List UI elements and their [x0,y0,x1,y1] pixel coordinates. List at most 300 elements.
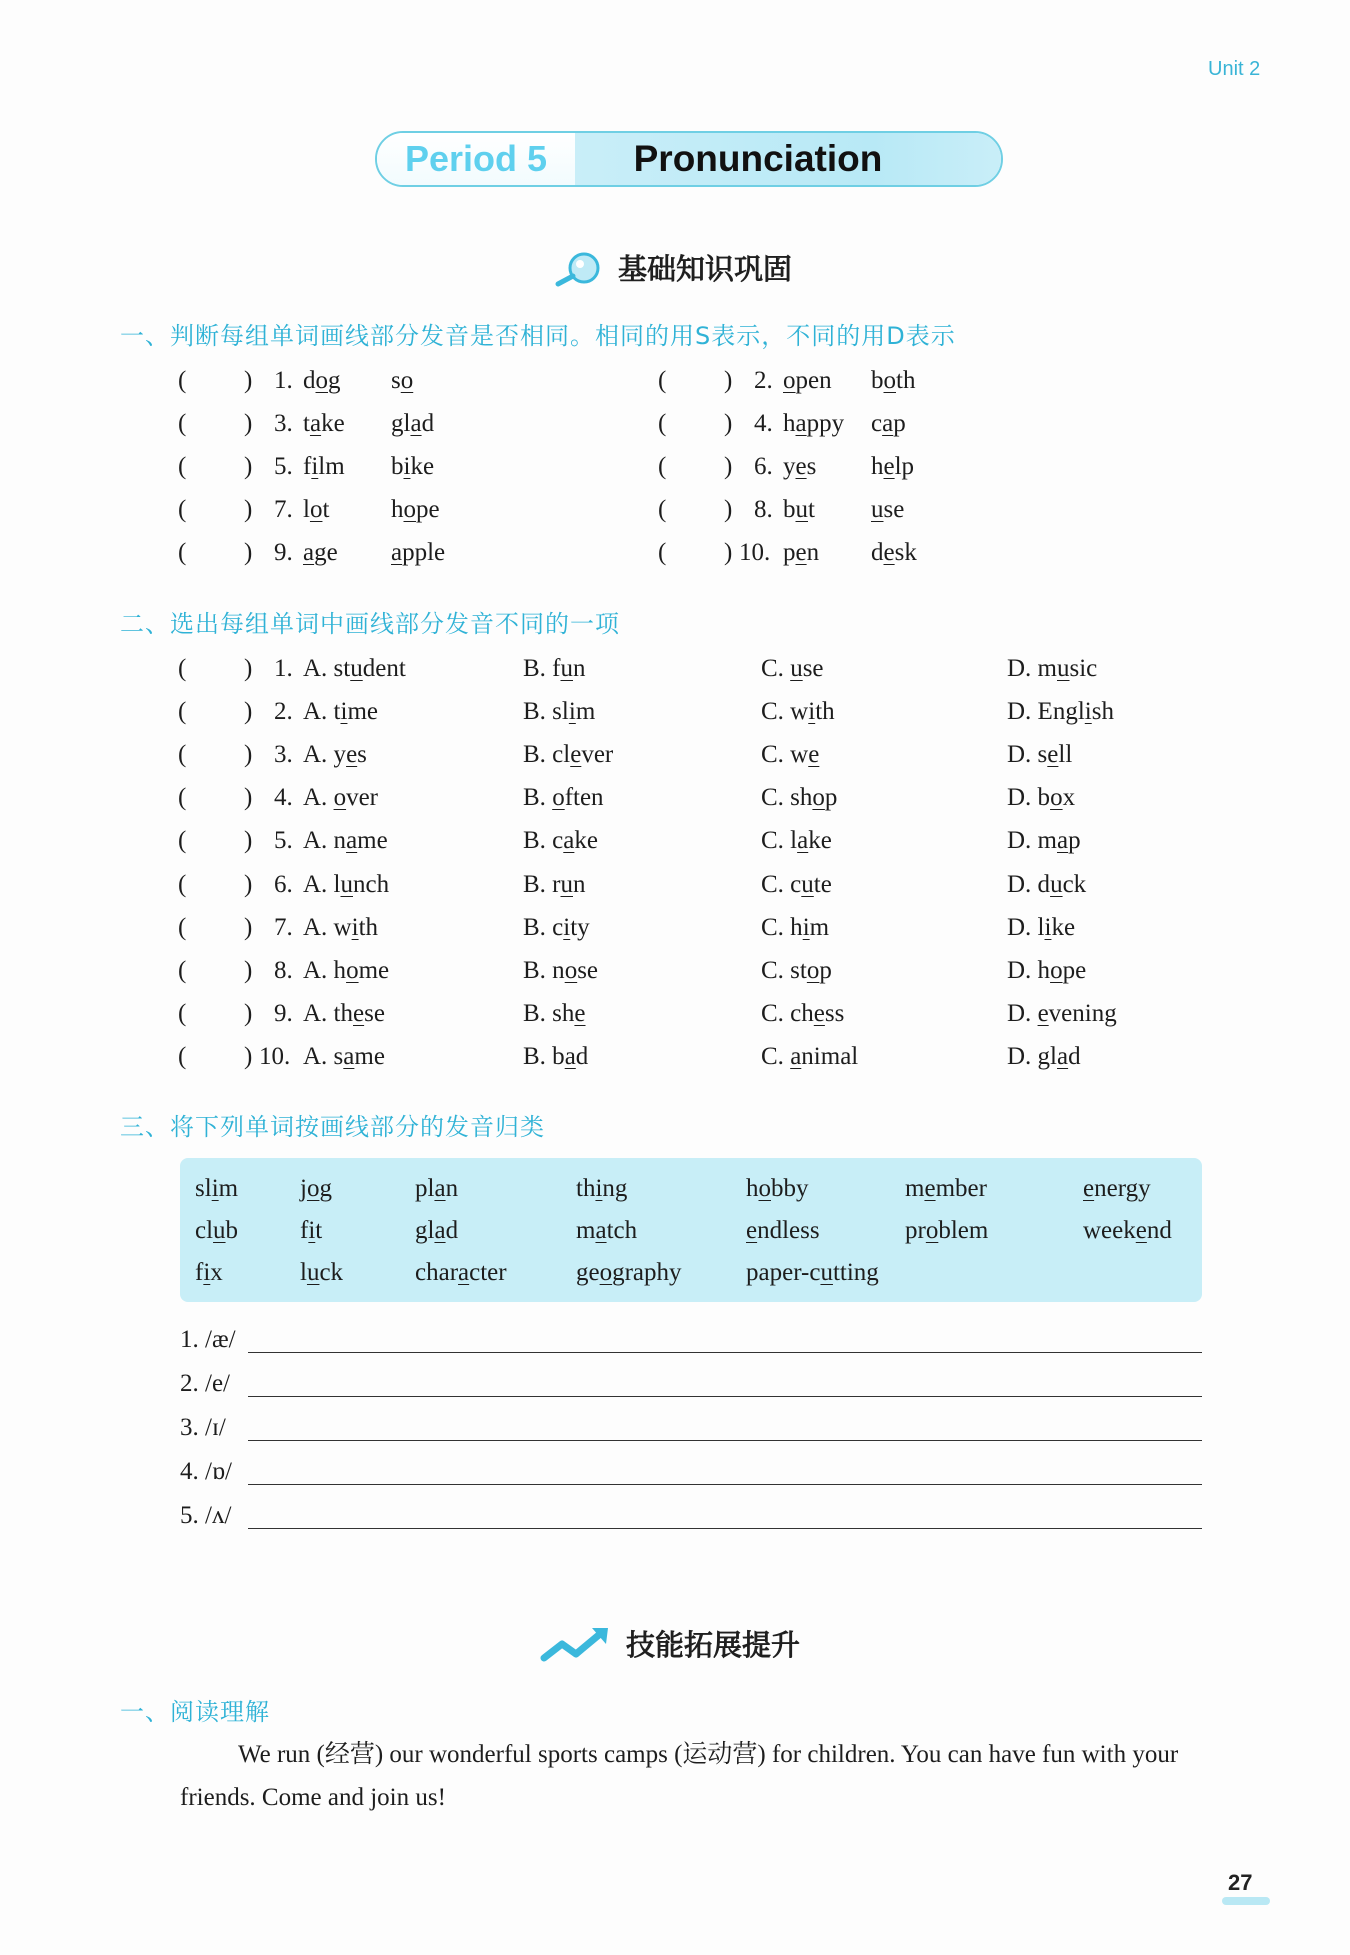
word-bank-item [195,1172,238,1206]
word-bank-box [180,1158,1202,1302]
word-part: t [303,410,310,437]
word-part: sh [1091,698,1114,726]
option-D [1007,655,1097,682]
option-B [523,957,598,984]
option-cell [761,1039,858,1075]
underlined-letter: a [882,410,894,437]
paren-open: ( [658,539,667,566]
item-number: 9. [274,539,293,566]
answer-blank[interactable] [244,406,252,442]
word-bank-word [746,1217,820,1244]
word-part: C. [761,655,791,682]
page-number: 27 [1228,1870,1253,1895]
underlined-letter: e [570,741,582,769]
option-cell [761,694,835,730]
phoneme-label: 5. /ʌ/ [180,1502,232,1529]
paren-close: ) [244,453,253,480]
underlined-letter: e [883,453,895,480]
option-A [303,1043,385,1070]
word-part: ndless [757,1217,820,1244]
item-number-cell [274,492,293,528]
answer-blank-open [178,780,186,816]
word-bank-word [1083,1217,1172,1244]
word-part: se [802,655,824,682]
word-part: gl [415,1217,435,1244]
answer-blank[interactable] [244,363,252,399]
answer-blank[interactable] [244,492,252,528]
word-bank-word [415,1259,507,1286]
q2-item [178,1039,1178,1075]
answer-blank-open [178,867,186,903]
answer-blank[interactable] [244,694,252,730]
answer-blank[interactable] [244,651,252,687]
underlined-letter: e [1047,741,1059,769]
word-part: n [806,539,820,566]
word-part: ver [346,784,378,812]
q3-title: 三、将下列单词按画线部分的发音归类 [120,1113,545,1141]
option-B [523,1000,586,1027]
word-part: C. h [761,913,803,941]
word-2 [871,410,906,437]
option-A [303,957,389,984]
word-1-cell [783,406,844,442]
underlined-letter: a [434,1175,446,1202]
word-part: D. gl [1007,1042,1057,1070]
word-bank-item [415,1172,458,1206]
underlined-letter: u [795,496,808,523]
option-D [1007,871,1086,898]
q1-item [178,363,638,399]
answer-blank-open [658,406,666,442]
word-part: th [815,698,835,726]
word-part: D. h [1007,956,1051,984]
paren-open: ( [178,784,187,812]
word-1 [783,453,816,480]
option-cell [761,910,829,946]
reading-title: 一、阅读理解 [120,1698,270,1726]
answer-blank[interactable] [724,406,732,442]
page-number-decoration [1222,1897,1270,1905]
word-1 [783,496,815,523]
option-B [523,655,586,682]
item-number: 8. [754,496,773,523]
item-number: 5. [274,827,293,855]
word-part: B. [523,784,553,812]
q1-title: 一、判断每组单词画线部分发音是否相同。相同的用S表示，不同的用D表示 [120,322,956,350]
paren-close: ) [724,453,733,480]
answer-row [180,1498,1202,1534]
option-B [523,784,604,811]
option-D [1007,957,1086,984]
answer-blank[interactable] [244,953,252,989]
word-part: y [783,453,796,480]
answer-blank[interactable] [724,492,732,528]
option-cell [303,780,378,816]
item-number-cell [754,363,773,399]
word-part: h [746,1175,759,1202]
paren-close: ) [724,367,733,394]
word-bank-item [415,1256,507,1290]
word-bank-word [746,1259,879,1286]
underlined-letter: o [306,1175,320,1202]
word-part: h [783,410,796,437]
answer-blank-open [658,363,666,399]
word-part: nergy [1094,1175,1151,1202]
underlined-letter: u [560,655,573,682]
word-part: B. r [523,870,561,898]
answer-blank-open [178,449,186,485]
word-part: blem [938,1217,989,1244]
word-part: C. st [761,956,807,984]
answer-blank[interactable] [244,449,252,485]
word-part: m [575,698,596,726]
answer-blank[interactable] [244,1039,252,1075]
word-part: week [1083,1217,1136,1244]
paren-close: ) [244,367,253,394]
paren-close: ) [244,410,253,437]
word-part: t [808,496,815,523]
option-cell [303,1039,385,1075]
underlined-letter: o [315,367,328,394]
q2-item [178,910,1178,946]
option-cell [523,651,586,687]
underlined-letter: u [871,496,884,523]
option-B [523,914,590,941]
underlined-letter: i [311,453,319,480]
word-bank-item [746,1172,809,1206]
trend-arrow-icon [540,1624,612,1664]
word-part: C. c [761,870,802,898]
word-part: th [576,1175,596,1202]
phoneme-label: 2. /e/ [180,1370,230,1397]
option-cell [303,910,378,946]
word-2-cell [871,535,917,571]
option-D [1007,698,1114,725]
word-part: lp [894,453,915,480]
word-part: D. m [1007,655,1057,682]
paren-open: ( [178,496,187,523]
word-bank-item [905,1214,988,1248]
word-1 [303,410,345,437]
option-cell [1007,694,1114,730]
word-bank-item [415,1214,458,1248]
word-1 [303,539,338,566]
word-part: tch [606,1217,638,1244]
word-2-cell [871,406,906,442]
answer-row [180,1366,1202,1402]
underlined-letter: o [883,367,896,394]
option-C [761,914,829,941]
option-B [523,698,595,725]
word-2-cell [391,535,445,571]
item-number-cell [739,535,770,571]
option-cell [761,823,832,859]
word-2-cell [391,363,413,399]
option-C [761,1000,844,1027]
option-D [1007,1000,1117,1027]
underlined-letter: i [1044,913,1052,941]
word-1-cell [303,535,338,571]
answer-blank[interactable] [244,867,252,903]
paren-close: ) [244,999,253,1027]
option-cell [523,823,598,859]
answer-line[interactable] [248,1440,1202,1441]
underlined-letter: a [303,539,315,566]
option-A [303,741,367,768]
answer-row [180,1322,1202,1358]
answer-blank[interactable] [724,363,732,399]
underlined-letter: i [808,698,816,726]
underlined-letter: e [924,1175,936,1202]
item-number: 4. [754,410,773,437]
item-number: 4. [274,784,293,812]
word-part: D. l [1007,913,1045,941]
underlined-letter: i [211,1175,219,1202]
answer-blank[interactable] [244,910,252,946]
section-heading-text: 基础知识巩固 [618,252,793,286]
answer-blank-open [178,492,186,528]
word-part: ck [1062,870,1087,898]
word-part: x [210,1259,223,1286]
underlined-letter: i [203,1259,211,1286]
paren-close: ) [724,539,733,566]
word-bank-word [300,1175,332,1202]
word-part: d [421,410,435,437]
item-number-cell [274,363,293,399]
word-part: A. l [303,870,341,898]
word-part: B. b [523,1042,565,1070]
word-part: D. [1007,999,1038,1027]
word-part: graphy [612,1259,682,1286]
word-part: pen [795,367,832,394]
item-number: 10. [739,539,771,566]
option-cell [523,737,613,773]
option-cell [523,867,586,903]
paren-close: ) [244,956,253,984]
underlined-letter: u [560,870,573,898]
underlined-letter: i [403,453,411,480]
q2-item [178,823,1178,859]
paren-open: ( [658,496,667,523]
option-cell [761,953,832,989]
word-bank-item [746,1256,879,1290]
item-number: 1. [274,367,293,394]
answer-line[interactable] [248,1352,1202,1353]
word-2 [391,539,445,566]
option-cell [523,1039,588,1075]
answer-blank[interactable] [724,449,732,485]
section-heading-basics [552,247,792,288]
option-cell [303,737,367,773]
word-part: ften [564,784,604,812]
option-C [761,871,832,898]
word-2-cell [391,449,434,485]
word-part: t [322,496,330,523]
magnifier-icon [552,248,604,288]
underlined-letter: a [343,1042,355,1070]
underlined-letter: o [346,956,359,984]
answer-blank-open [178,737,186,773]
underlined-letter: e [795,539,807,566]
word-2 [391,367,413,394]
underlined-letter: i [568,698,576,726]
word-part: n [573,870,586,898]
underlined-letter: u [1057,655,1070,682]
option-cell [1007,996,1117,1032]
option-cell [1007,953,1086,989]
underlined-letter: o [783,367,796,394]
underlined-letter: i [340,698,348,726]
word-part: mber [935,1175,987,1202]
underlined-letter: i [351,913,359,941]
option-cell [761,867,832,903]
word-part: tting [832,1259,879,1286]
word-part: char [415,1259,459,1286]
word-bank-word [576,1175,627,1202]
option-A [303,698,378,725]
word-part: C. [761,1042,791,1070]
option-cell [523,910,590,946]
option-cell [303,694,378,730]
underlined-letter: o [812,784,825,812]
word-part: B. sl [523,698,569,726]
word-part: g [328,367,341,394]
underlined-letter: a [458,1259,470,1286]
answer-blank[interactable] [244,535,252,571]
word-part: vening [1048,999,1117,1027]
item-number: 2. [274,698,293,726]
word-part: d [445,1217,459,1244]
item-number-cell [754,492,773,528]
word-part: d [303,367,316,394]
answer-blank-open [178,406,186,442]
q1-item [178,406,638,442]
underlined-letter: o [925,1217,939,1244]
word-bank-word [576,1217,637,1244]
paren-open: ( [178,870,187,898]
word-1-cell [783,363,832,399]
word-part: th [358,913,379,941]
option-cell [761,651,824,687]
option-cell [761,996,844,1032]
paren-close: ) [244,655,253,682]
word-bank-item [300,1214,322,1248]
item-number: 6. [754,453,773,480]
word-1 [783,539,819,566]
item-number-cell [274,737,293,773]
option-cell [1007,867,1086,903]
word-2 [871,453,914,480]
word-part: se [364,999,385,1027]
option-D [1007,914,1075,941]
underlined-letter: a [309,410,322,437]
paren-close: ) [244,870,253,898]
q2-item [178,694,1178,730]
answer-blank[interactable] [244,780,252,816]
paren-close: ) [244,539,253,566]
q1-item [658,363,1118,399]
answer-blank[interactable] [724,535,732,571]
answer-line[interactable] [248,1484,1202,1485]
answer-blank-open [178,996,186,1032]
underlined-letter: i [563,913,571,941]
option-A [303,784,378,811]
word-part: b [783,496,796,523]
word-part: h [391,496,404,523]
option-B [523,871,586,898]
item-number: 3. [274,741,293,769]
word-part: n [573,655,586,682]
item-number-cell [274,867,293,903]
word-1-cell [783,492,815,528]
item-number-cell [274,651,293,687]
word-part: paper-c [746,1259,821,1286]
answer-blank[interactable] [244,737,252,773]
underlined-letter: o [1050,956,1063,984]
answer-blank[interactable] [244,996,252,1032]
word-1-cell [303,449,345,485]
word-bank-word [905,1175,987,1202]
underlined-letter: e [1037,999,1049,1027]
answer-blank[interactable] [244,823,252,859]
word-2 [391,453,434,480]
option-cell [761,780,837,816]
word-part: ke [321,410,345,437]
word-part: te [813,870,832,898]
word-bank-item [576,1214,637,1248]
word-part: nch [353,870,390,898]
underlined-letter: e [1135,1217,1147,1244]
word-part: ver [581,741,614,769]
word-part: B. sh [523,999,575,1027]
word-2 [871,496,904,523]
word-1-cell [303,492,329,528]
word-part: D. Engl [1007,698,1085,726]
word-part: bby [771,1175,809,1202]
paren-close: ) [244,1042,253,1070]
word-part: ss [824,999,845,1027]
word-1-cell [303,406,345,442]
underlined-letter: u [790,655,803,682]
word-part: n [445,1175,459,1202]
answer-line[interactable] [248,1528,1202,1529]
underlined-letter: a [797,827,809,855]
underlined-letter: u [340,870,353,898]
underlined-letter: u [350,655,363,682]
word-2 [391,410,434,437]
underlined-letter: e [813,999,825,1027]
word-part: th [896,367,916,394]
phoneme-label: 4. /ɒ/ [180,1458,232,1485]
word-part: se [883,496,905,523]
underlined-letter: e [1083,1175,1095,1202]
option-cell [761,737,819,773]
word-bank-word [415,1175,458,1202]
phoneme-label: 3. /ɪ/ [180,1414,226,1441]
word-part: pl [415,1175,435,1202]
word-part: h [871,453,884,480]
underlined-letter: u [213,1217,226,1244]
answer-blank-open [178,651,186,687]
word-part: D. s [1007,741,1048,769]
item-number-cell [274,406,293,442]
underlined-letter: e [574,999,586,1027]
word-part: d [575,1042,589,1070]
answer-line[interactable] [248,1396,1202,1397]
word-part: c [871,410,883,437]
paren-open: ( [178,410,187,437]
word-1 [783,410,844,437]
